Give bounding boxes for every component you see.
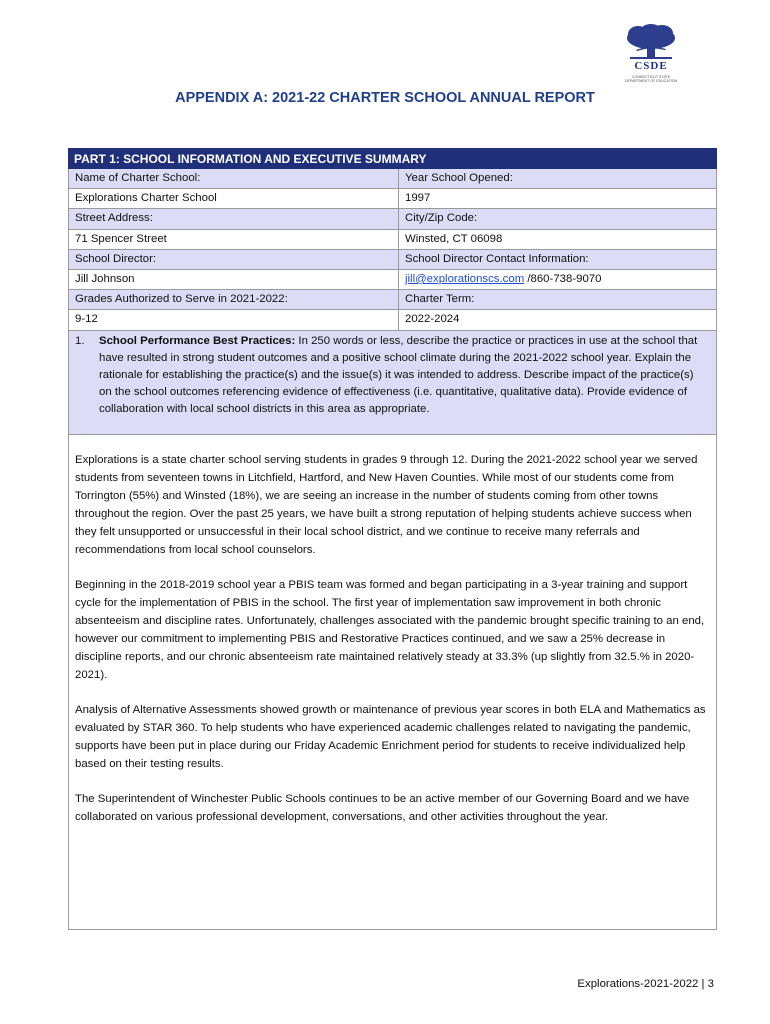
director-email-link[interactable]: jill@explorationscs.com	[405, 272, 525, 285]
answer-paragraph-4: The Superintendent of Winchester Public Schools continues to be an active member of our Governing Board and we have collaborated on various professional development, conversations, and other activities throughout the year.	[75, 792, 690, 823]
school-info-table	[68, 148, 717, 930]
street-label: Street Address:	[68, 209, 399, 229]
table-row	[68, 270, 717, 290]
grades-label: Grades Authorized to Serve in 2021-2022:	[68, 290, 399, 310]
answer-paragraph-3: Analysis of Alternative Assessments showed growth or maintenance of previous year scores in both ELA and Mathematics as evaluated by STAR 360. To help students who have experienced academic challenges related to navigating the pandemic, supports have been put in place during our Friday Academic Enrichment period for students to receive individualized help based on their testing results.	[75, 703, 706, 770]
logo-abbreviation: CSDE	[634, 60, 668, 72]
term-value: 2022-2024	[399, 310, 717, 330]
contact-label: School Director Contact Information:	[399, 250, 717, 270]
street-value: 71 Spencer Street	[68, 230, 399, 250]
question-heading: School Performance Best Practices:	[99, 334, 296, 347]
table-row	[68, 169, 717, 189]
director-value: Jill Johnson	[68, 270, 399, 290]
answer-box	[68, 435, 717, 930]
answer-paragraph-2: Beginning in the 2018-2019 school year a PBIS team was formed and began participating in a 3-year training and support cycle for the implementation of PBIS in the school. The first year of implementation saw improvement in both chronic absenteeism and discipline rates. Unfortunately, challenges associated with the pandemic brought specific training to an end, however our commitment to implementing PBIS and Restorative Practices continued, and we saw a 25% decrease in discipline reports, and our chronic absenteeism rate maintained relatively steady at 33.3% (up slightly from 32.5.% in 2020-2021).	[75, 578, 705, 681]
part1-header: PART 1: SCHOOL INFORMATION AND EXECUTIVE SUMMARY	[68, 148, 717, 169]
contact-value	[399, 270, 717, 290]
question-number: 1.	[75, 334, 85, 347]
question-body: In 250 words or less, describe the practice or practices in use at the school that have resulted in strong student outcomes and a positive school climate during the 2021-2022 school year. Explain the rationale for establishing the practice(s) and the issue(s) it was intended to address. Describe impact of the practice(s) on the school outcomes referencing evidence of effectiveness (i.e. quantitative, qualitative data). Provide evidence of collaboration with local school districts in this area as appropriate.	[99, 334, 698, 415]
table-row	[68, 230, 717, 250]
oak-tree-icon	[624, 24, 678, 62]
year-value: 1997	[399, 189, 717, 209]
grades-value: 9-12	[68, 310, 399, 330]
csde-logo	[616, 24, 686, 84]
name-value: Explorations Charter School	[68, 189, 399, 209]
question-text	[99, 333, 706, 434]
answer-paragraph-1: Explorations is a state charter school serving students in grades 9 through 12. During the 2021-2022 school year we served students from seventeen towns in Litchfield, Hartford, and New Haven Counties. While most of our students come from Torrington (55%) and Winsted (18%), we are seeing an increase in the number of students coming from other towns throughout the region. Over the past 25 years, we have built a strong reputation of helping students achieve success when they felt unsupported or unsuccessful in their local school district, and we continue to receive many referrals and recommendations from local school counselors.	[75, 453, 698, 556]
table-row	[68, 209, 717, 229]
page-footer: Explorations-2021-2022 | 3	[577, 978, 714, 990]
table-row	[68, 189, 717, 209]
table-row	[68, 310, 717, 330]
page-title: APPENDIX A: 2021-22 CHARTER SCHOOL ANNUAL REPORT	[175, 90, 595, 106]
city-value: Winsted, CT 06098	[399, 230, 717, 250]
term-label: Charter Term:	[399, 290, 717, 310]
city-label: City/Zip Code:	[399, 209, 717, 229]
table-row	[68, 250, 717, 270]
year-label: Year School Opened:	[399, 169, 717, 189]
table-row	[68, 290, 717, 310]
director-phone: /860-738-9070	[524, 272, 602, 285]
director-label: School Director:	[68, 250, 399, 270]
name-label: Name of Charter School:	[68, 169, 399, 189]
question-1	[68, 331, 717, 435]
logo-subtitle: CONNECTICUT STATE DEPARTMENT OF EDUCATION	[624, 75, 678, 84]
